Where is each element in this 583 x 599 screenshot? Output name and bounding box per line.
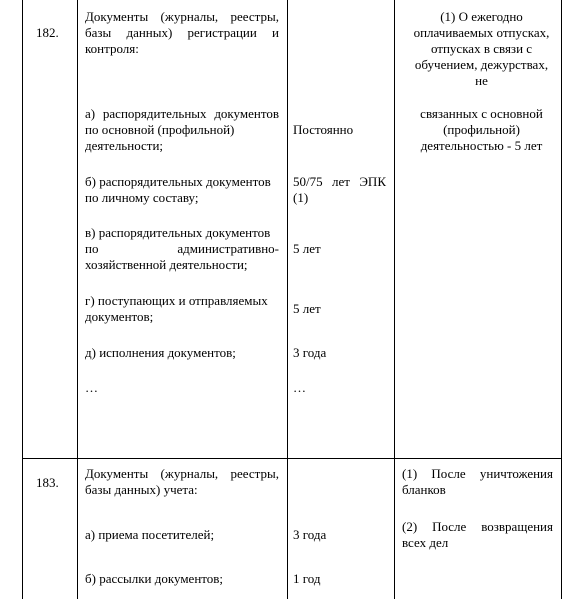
item-label: в) распорядительных документов	[85, 225, 271, 240]
retention-period: 3 года	[293, 345, 327, 360]
note-text: (1) После уничтожения бланков	[402, 466, 557, 497]
table-left-border	[22, 0, 23, 599]
item-label: …	[85, 380, 98, 395]
item-label: б) рассылки документов;	[85, 571, 224, 586]
item-label: по личному составу;	[85, 190, 199, 205]
item-label: а) приема посетителей;	[85, 527, 215, 542]
item-label: д) исполнения документов;	[85, 345, 236, 360]
item-label: г) поступающих и отправляемых	[85, 293, 268, 308]
item-label: б) распорядительных документов	[85, 174, 271, 189]
retention-period: 1 год	[293, 571, 321, 586]
retention-period: 3 года	[293, 527, 327, 542]
retention-period: 5 лет	[293, 301, 321, 316]
table-col-divider-1	[77, 0, 78, 599]
retention-period: 5 лет	[293, 241, 321, 256]
note-text: связанных с основной (профильной) деятельностью - 5 лет	[420, 106, 547, 153]
section-title: Документы (журналы, реестры, базы данных) учета:	[85, 466, 283, 497]
row-number: 182.	[36, 25, 59, 40]
retention-period: …	[293, 380, 306, 395]
row-number: 183.	[36, 475, 59, 490]
item-label: документов;	[85, 309, 154, 324]
section-title: Документы (журналы, реестры, базы данных) регистрации и контроля:	[85, 9, 283, 56]
item-label: а) распорядительных документов по основной (профильной)	[85, 106, 283, 137]
row-divider	[22, 458, 562, 459]
table-col-divider-2	[287, 0, 288, 599]
note-text: (1) О ежегодно оплачиваемых отпусках, отпусках в связи с обучением, дежурствах, не	[413, 9, 553, 88]
retention-period: Постоянно	[293, 122, 354, 137]
item-label: по административно-	[85, 241, 279, 256]
table-right-border	[561, 0, 562, 599]
item-label: деятельности;	[85, 138, 164, 153]
note-text: (2) После возвращения всех дел	[402, 519, 557, 550]
table-col-divider-3	[394, 0, 395, 599]
retention-period: 50/75 лет ЭПК (1)	[293, 174, 390, 205]
item-label: хозяйственной деятельности;	[85, 257, 248, 272]
